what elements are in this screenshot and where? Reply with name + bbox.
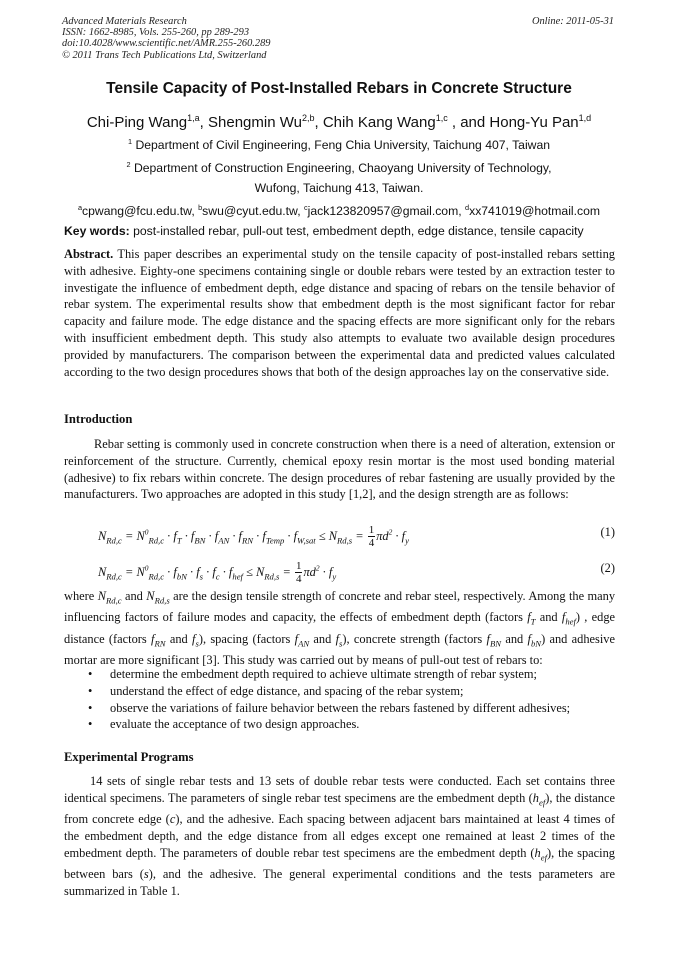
abstract: [64, 246, 615, 380]
affiliation-text: Department of Construction Engineering, Chaoyang University of Technology,: [133, 161, 552, 176]
affiliation-1: [0, 137, 678, 152]
text-run: ), concrete strength (factors: [342, 631, 487, 646]
abstract-text: This paper describes an experimental study on the tensile capacity of post-installed rebars setting with adhesive. Eighty-one specimens containing single or double rebars were tested by an extraction tester to investigate the influence of embedment depth, edge distance and spacing of rebars on the tensile behavior of rebar system. The experimental results show that embedment depth is the most significant factor for rebar capacity and failure mode. The edge distance and the spacing effects are more significant only for the rebars with insufficient embedment depth. This study also attempts to evaluate two available design procedures provided by manufacturers. The comparison between the experimental data and predicted values calculated according to the two design procedures shows that both of the design approaches lay on the conservative side.: [64, 247, 615, 379]
list-item: • observe the variations of failure behavior between the rebars fastened by different adhesives;: [88, 700, 615, 717]
keywords-label: Key words:: [64, 224, 130, 238]
text-run: ), the spacing between bars (: [64, 845, 615, 881]
text-run: and: [535, 610, 562, 625]
author-sup: 1,d: [578, 113, 592, 123]
author-sup: 1,c: [435, 113, 448, 123]
text-run: and: [165, 631, 192, 646]
author-name: Chi-Ping Wang: [86, 114, 188, 131]
doi-line[interactable]: doi:10.4028/www.scientific.net/AMR.255-260.289: [62, 38, 271, 50]
online-date: Online: 2011-05-31: [531, 16, 614, 27]
affiliation-2: [0, 160, 678, 175]
affiliation-num: 1: [127, 137, 133, 146]
copyright-line: © 2011 Trans Tech Publications Ltd, Switzerland: [62, 49, 267, 61]
email-sup: d: [465, 203, 470, 212]
journal-meta: [62, 16, 270, 61]
author-name: Shengmin Wu: [208, 114, 302, 131]
experimental-text: 14 sets of single rebar tests and 13 sets of double rebar tests were conducted. Each set contains three identical specimens. The parameters of single rebar test specimens are the embedment depth $(h_{ef})$, the distance from concrete edge (c), and the adhesive. Each spacing between adjacent bars maintained at least 4 times of the embedment depth, and the edge distance from all edges except one remained at least 2 times of the embedment depth. The parameters of double rebar test specimens are the embedment depth $(h_{ef})$, the spacing between bars (s), and the adhesive. The general experimental conditions and the tests parameters are summarized in Table 1.: [64, 774, 616, 898]
equation-2-number: (2): [600, 561, 615, 575]
list-item: • understand the effect of edge distance, and spacing of the rebar system;: [88, 683, 615, 700]
email-link[interactable]: swu@cyut.edu.tw: [202, 204, 298, 219]
email-sup: b: [198, 203, 203, 212]
text-run: ), the distance from concrete edge (: [64, 790, 615, 827]
author-sup: 2,b: [301, 113, 315, 123]
experimental-para: [64, 773, 615, 900]
author-sup: 1,a: [187, 113, 200, 123]
email-sup: c: [303, 203, 308, 212]
introduction-heading: Introduction: [64, 412, 133, 426]
author-list: Chi-Ping Wang$^{1,a}$, Shengmin Wu$^{2,b}$, Chih Kang Wang$^{1,c}$ , and Hong-Yu Pan$^{1,d}$: [86, 113, 592, 131]
equation-2-expression: $N_{Rd,c} = N^0_{Rd,c} \cdot f_{bN} \cdot f_s \cdot f_c \cdot f_{hef} \le N_{Rd,s}$ = $\frac{1}{4}$ $\pi d^2 \cdot f_y$: [98, 560, 337, 585]
equation-1: [98, 517, 615, 551]
email-sup: a: [77, 203, 83, 212]
equation-1-number: (1): [600, 525, 615, 539]
text-run: ), spacing (factors: [198, 631, 295, 646]
affiliation-num: 2: [126, 160, 131, 169]
email-link[interactable]: xx741019@hotmail.com: [469, 204, 601, 219]
keywords-text: post-installed rebar, pull-out test, embedment depth, edge distance, tensile capacity: [133, 224, 584, 238]
text-run: ), and the adhesive. Each spacing between adjacent bars maintained at least 4 times of the embedment depth, and the edge distance from all edges except one remained at least 2 times of the embedment depth. The parameters of double rebar test specimens are the embedment depth (: [64, 812, 616, 860]
list-item: • determine the embedment depth required to achieve ultimate strength of rebar system;: [88, 666, 615, 683]
intro-text-2: where $N_{Rd,c}$ and $N_{Rd,s}$ are the design tensile strength of concrete and rebar steel, respectively. Among the many influencing factors of failure modes and capacity, the effects of embedment depth (factors $f_T$ and $f_{hef}$) , edge distance (factors $f_{RN}$ and $f_s$), spacing (factors $f_{AN}$ and $f_s$), concrete strength (factors $f_{BN}$ and $f_{bN}$) and adhesive mortar are more significant [3]. This study was carried out by means of pull-out test of rebars to:: [64, 589, 616, 667]
text-run: and: [501, 631, 528, 646]
email-link[interactable]: cpwang@fcu.edu.tw: [82, 204, 192, 219]
introduction-para-1: [64, 436, 615, 503]
text-run: ) , edge distance (factors: [64, 610, 616, 646]
objectives-list: [88, 666, 615, 733]
email-link[interactable]: jack123820957@gmail.com: [307, 204, 459, 219]
list-item: • evaluate the acceptance of two design approaches.: [88, 716, 615, 733]
author-name: Chih Kang Wang: [322, 114, 436, 131]
text-run: ), and the adhesive. The general experimental conditions and the tests parameters are summarized in Table 1.: [64, 866, 615, 898]
intro-text: Rebar setting is commonly used in concrete construction when there is a need of alteration, extension or reinforcement of the structure. Currently, chemical epoxy resin mortar is the most used bonding material (adhesive) to fix rebars within concrete. The design procedures of rebar fastening are usually provided by the manufacturers. Two approaches are adopted in this study [1,2], and the design strength are as follows:: [64, 437, 615, 502]
email-list: $^a$cpwang@fcu.edu.tw, $^b$swu@cyut.edu.tw, $^c$jack123820957@gmail.com, $^d$xx741019@hotmail.com: [77, 203, 601, 219]
affiliation-2-line2: Wufong, Taichung 413, Taiwan.: [254, 181, 424, 195]
text-run: where: [64, 589, 98, 603]
text-run: ) and adhesive mortar are more significant [3]. This study was carried out by means of pull-out test of rebars to:: [64, 631, 616, 667]
introduction-para-2: [64, 588, 615, 669]
text-run: and: [309, 631, 336, 646]
experimental-heading: Experimental Programs: [64, 750, 194, 764]
journal-name: Advanced Materials Research: [62, 16, 187, 27]
text-run: and: [121, 589, 147, 603]
issn-line: ISSN: 1662-8985, Vols. 255-260, pp 289-293: [62, 27, 250, 39]
text-run: 14 sets of single rebar tests and 13 sets of double rebar tests were conducted. Each set contains three identical specimens. The parameters of single rebar test specimens are the embedment depth (: [64, 774, 615, 805]
keywords: [64, 224, 624, 238]
paper-title: Tensile Capacity of Post-Installed Rebars in Concrete Structure: [106, 80, 572, 97]
text-run: are the design tensile strength of concrete and rebar steel, respectively. Among the many influencing factors of failure modes and capacity, the effects of embedment depth (factors: [64, 589, 616, 625]
affiliation-text: Department of Civil Engineering, Feng Chia University, Taichung 407, Taiwan: [135, 138, 551, 153]
equation-2: [98, 553, 615, 587]
author-name: Hong-Yu Pan: [489, 114, 579, 131]
abstract-label: Abstract.: [64, 247, 114, 261]
equation-1-expression: $N_{Rd,c} = N^0_{Rd,c} \cdot f_T \cdot f_{BN} \cdot f_{AN} \cdot f_{RN} \cdot f_{Temp} \cdot f_{W,sat} \le N_{Rd,s}$ = $\frac{1}{4}$ $\pi d^2 \cdot f_y$: [98, 524, 409, 549]
